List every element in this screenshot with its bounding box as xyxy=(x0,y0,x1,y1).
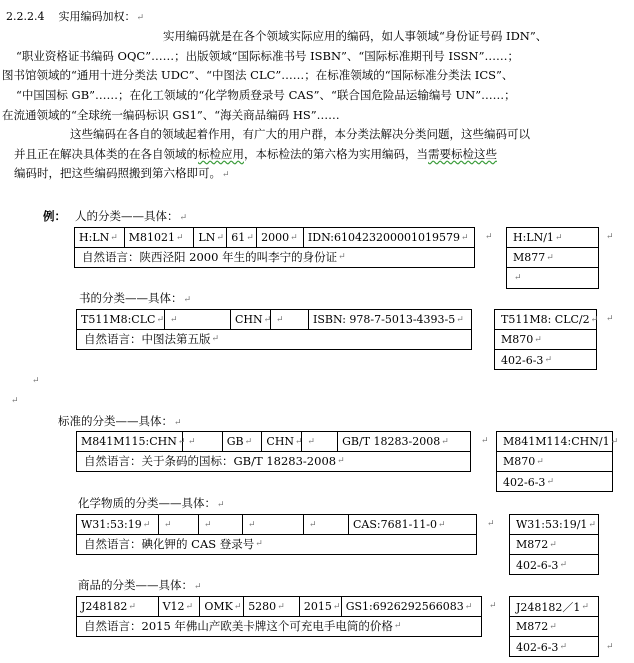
code-cell xyxy=(183,432,223,451)
code-cell: GS1:6926292566083 ↵ xyxy=(345,600,473,613)
natural-language-row: 自然语言：陕西泾阳 2000 年生的叫李宁的身份证 ↵ xyxy=(74,247,475,268)
paragraph-mark: ↵ xyxy=(544,355,552,365)
paragraph-mark: ↵ xyxy=(309,519,317,530)
right-code-cell: M872 ↵ xyxy=(510,535,598,555)
code-cell: T511M8:CLC ↵ xyxy=(77,310,165,329)
para2-line: 编码时，把这些编码照搬到第六格即可。↵ xyxy=(14,166,230,181)
paragraph-mark: ↵ xyxy=(170,314,178,325)
right-code-cell: J248182／1 ↵ xyxy=(510,597,598,617)
paragraph-mark: ↵ xyxy=(290,232,298,243)
right-code-cell: T511M8: CLC/2 ↵ xyxy=(495,310,596,330)
paragraph-mark: ↵ xyxy=(581,601,589,612)
right-code-cell: 402-6-3 ↵ xyxy=(503,475,554,489)
example-title: 商品的分类——具体：↵ xyxy=(78,578,202,592)
right-code-cell: M841M114:CHN/1 ↵ xyxy=(497,432,612,452)
paragraph-mark: ↵ xyxy=(549,621,557,632)
code-cell: CHN ↵ xyxy=(262,432,302,451)
example-label: 例： xyxy=(43,209,66,223)
paragraph-mark: ↵ xyxy=(549,539,557,550)
paragraph-usage xyxy=(16,125,622,186)
paragraph-mark: ↵ xyxy=(110,232,118,243)
code-cell: CAS:7681-11-0 ↵ xyxy=(353,518,446,531)
code-row xyxy=(76,514,477,535)
code-cell: J248182 ↵ xyxy=(77,597,159,616)
paragraph-mark: ↵ xyxy=(142,519,151,530)
paragraph-mark: ↵ xyxy=(588,519,596,530)
paragraph-mark: ↵ xyxy=(559,560,567,570)
code-cell: GB/T 18283-2008 ↵ xyxy=(342,435,449,448)
para2-text: 并且正在解决具体类的在各自领域的 xyxy=(14,146,198,161)
paragraph-mark: ↵ xyxy=(438,519,446,530)
section-heading: 2.2.2.4 实用编码加权：↵ xyxy=(6,10,145,23)
right-code-column xyxy=(494,309,597,370)
code-cell xyxy=(159,515,199,534)
paragraph-mark: ↵ xyxy=(295,436,303,447)
code-row xyxy=(74,227,475,248)
code-cell: 61 ↵ xyxy=(227,228,257,247)
right-code-cell: M870 ↵ xyxy=(497,452,612,472)
code-cell: 2015 ↵ xyxy=(300,597,342,616)
natural-language-row: 自然语言：碘化钾的 CAS 登录号 ↵ xyxy=(76,534,477,555)
code-cell: W31:53:19 ↵ xyxy=(77,515,159,534)
paragraph-mark: ↵ xyxy=(233,601,242,612)
code-cell xyxy=(199,515,243,534)
code-cell: 2000 ↵ xyxy=(257,228,304,247)
example-title: 书的分类——具体：↵ xyxy=(79,291,192,305)
paragraph-mark: ↵ xyxy=(393,621,402,631)
paragraph-codes xyxy=(2,27,622,126)
natural-language-row: 自然语言：2015 年佛山产欧美卡牌这个可充电手电筒的价格 ↵ xyxy=(76,616,482,637)
code-cell: 5280 ↵ xyxy=(244,597,300,616)
code-cell: GB ↵ xyxy=(223,432,263,451)
para1-line: 实用编码就是在各个领域实际应用的编码，如人事领域“身份证号码 IDN”、 xyxy=(163,29,548,43)
paragraph-mark: ↵ xyxy=(546,477,554,487)
paragraph-mark: ↵ xyxy=(337,456,345,466)
code-cell xyxy=(243,515,304,534)
paragraph-mark: ↵ xyxy=(276,314,284,325)
right-code-cell: 402-6-3 ↵ xyxy=(516,640,567,654)
para1-line: 在流通领域的“全球统一编码标识 GS1”、“海关商品编码 HS”…… xyxy=(2,107,340,122)
right-code-cell: H:LN/1 ↵ xyxy=(507,228,598,248)
right-code-column xyxy=(496,431,619,492)
paragraph-mark: ↵ xyxy=(277,601,285,612)
paragraph-mark: ↵ xyxy=(204,519,212,530)
paragraph-mark: ↵ xyxy=(211,334,220,344)
code-cell: LN ↵ xyxy=(194,228,227,247)
paragraph-mark: ↵ xyxy=(536,456,544,467)
paragraph-mark: ↵ xyxy=(559,642,567,652)
para2-text: ，本标检法的第六格为实用编码，当 xyxy=(244,146,428,161)
paragraph-mark: ↵ xyxy=(164,519,172,530)
paragraph-mark: ↵ xyxy=(177,436,186,447)
paragraph-mark: ↵ xyxy=(441,436,449,447)
section-number: 2.2.2.4 xyxy=(6,10,45,23)
spellcheck-word: 标检应用 xyxy=(198,146,244,161)
code-cell xyxy=(165,310,231,329)
right-code-cell: W31:53:19/1 ↵ xyxy=(510,515,598,535)
paragraph-mark: ↵ xyxy=(546,252,554,263)
code-cell: ISBN: 978-7-5013-4393-5 ↵ xyxy=(313,313,464,326)
paragraph-mark: ↵ xyxy=(456,314,464,325)
section-title: 实用编码加权： xyxy=(58,10,136,23)
paragraph-mark: ↵ xyxy=(464,601,473,612)
code-cell: M841M115:CHN ↵ xyxy=(77,432,183,451)
paragraph-mark: ↵ xyxy=(307,436,315,447)
paragraph-mark: ↵ xyxy=(185,601,194,612)
right-code-column xyxy=(509,514,599,575)
code-cell: V12 ↵ xyxy=(159,597,201,616)
code-cell xyxy=(304,515,349,534)
right-code-cell: 402-6-3 ↵ xyxy=(501,353,552,367)
right-code-column xyxy=(509,596,599,657)
paragraph-mark: ↵ xyxy=(534,334,542,345)
paragraph-mark: ↵ xyxy=(216,232,224,243)
code-row xyxy=(76,431,471,452)
natural-language-row: 自然语言：中图法第五版 ↵ xyxy=(76,329,472,350)
paragraph-mark: ↵ xyxy=(610,436,619,447)
paragraph-mark: ↵ xyxy=(255,539,263,549)
code-cell: OMK ↵ xyxy=(200,597,244,616)
example-title: 标准的分类——具体：↵ xyxy=(58,414,182,428)
para2-line: 这些编码在各自的领域起着作用，有广大的用户群，本分类法解决分类问题，这些编码可以 xyxy=(70,127,530,141)
right-code-cell: M872 ↵ xyxy=(510,617,598,637)
right-code-cell xyxy=(507,268,598,288)
para1-line: “职业资格证书编码 OQC”……；出版领域“国际标准书号 ISBN”、“国际标准期刊号 ISSN”……； xyxy=(16,48,519,63)
right-code-cell: M877 ↵ xyxy=(507,248,598,268)
natural-language-row: 自然语言：关于条码的国标：GB/T 18283-2008 ↵ xyxy=(76,451,471,472)
right-code-column xyxy=(506,227,599,289)
spellcheck-word: 需要标检这些 xyxy=(428,146,497,161)
paragraph-mark: ↵ xyxy=(128,601,136,612)
paragraph-mark: ↵ xyxy=(332,601,341,612)
right-code-cell: 402-6-3 ↵ xyxy=(516,558,567,572)
code-row xyxy=(76,596,482,617)
para2-line xyxy=(14,145,622,165)
code-row xyxy=(76,309,472,330)
code-cell xyxy=(271,310,309,329)
paragraph-mark: ↵ xyxy=(338,252,346,262)
para1-line: “中国国标 GB”……；在化工领域的“化学物质登录号 CAS”、“联合国危险品运输编号 UN”……； xyxy=(16,88,516,103)
code-cell: CHN ↵ xyxy=(231,310,271,329)
paragraph-mark: ↵ xyxy=(590,314,599,325)
paragraph-mark: ↵ xyxy=(156,314,164,325)
code-cell: H:LN ↵ xyxy=(75,228,125,247)
paragraph-mark: ↵ xyxy=(460,232,469,243)
code-cell xyxy=(302,432,338,451)
paragraph-mark: ↵ xyxy=(244,436,253,447)
paragraph-mark: ↵ xyxy=(176,232,184,243)
para2-text: 编码时，把这些编码照搬到第六格即可。 xyxy=(14,166,221,181)
paragraph-mark: ↵ xyxy=(246,232,254,243)
example-title: 化学物质的分类——具体：↵ xyxy=(78,496,225,510)
paragraph-mark: ↵ xyxy=(188,436,196,447)
code-cell: M81021 ↵ xyxy=(125,228,195,247)
paragraph-mark: ↵ xyxy=(514,273,522,283)
example-title: 人的分类——具体：↵ xyxy=(75,209,188,223)
paragraph-mark: ↵ xyxy=(248,519,256,530)
para1-line: 图书馆领域的“通用十进分类法 UDC”、“中图法 CLC”……；在标准领域的“国际标准分类法 ICS”、 xyxy=(2,68,514,83)
code-cell: IDN:610423200001019579 ↵ xyxy=(307,231,469,244)
paragraph-mark: ↵ xyxy=(554,232,563,243)
right-code-cell: M870 ↵ xyxy=(495,330,596,350)
paragraph-mark: ↵ xyxy=(263,314,272,325)
